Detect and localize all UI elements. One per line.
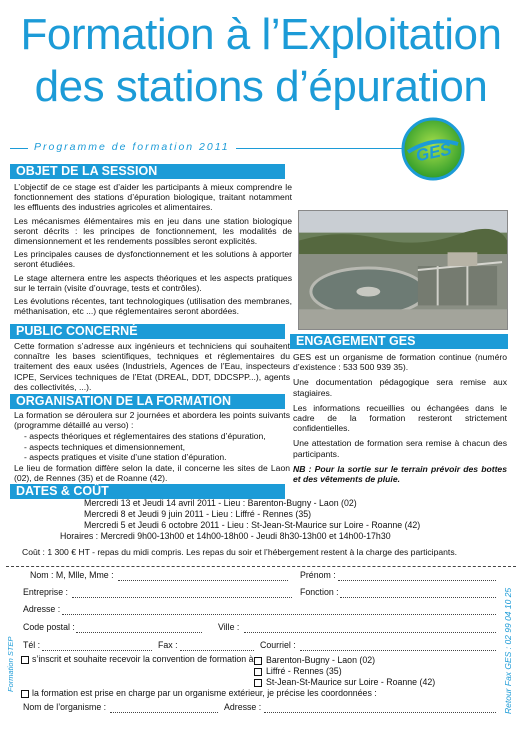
- prenom-field[interactable]: [338, 580, 496, 581]
- organisation-heading: ORGANISATION DE LA FORMATION: [10, 394, 285, 409]
- objet-para: L’objectif de ce stage est d’aider les participants à mieux comprendre le fonctionnement des stations d’épuration biologique, traitant notamment les effluents des industries agricoles et alimentaires.: [14, 182, 292, 213]
- title-line-1: Formation à l’Exploitation: [20, 10, 502, 59]
- nom-field[interactable]: [118, 580, 288, 581]
- engagement-para: Les informations recueillies ou échangées dans le cadre de la formation resteront strictement confidentielles.: [293, 402, 507, 434]
- site-label-roanne: St-Jean-St-Maurice sur Loire - Roanne (42): [266, 677, 436, 687]
- entreprise-field[interactable]: [72, 597, 292, 598]
- organisation-item: - aspects techniques et dimensionnement,: [24, 441, 185, 452]
- objet-para: Les principales causes de dysfonctionnement et les solutions à apporter seront étudiées.: [14, 249, 292, 270]
- organisation-lieu: Le lieu de formation diffère selon la date, il concerne les sites de Laon (02), de Rennes (35) et de Roanne (42).: [14, 463, 290, 484]
- engagement-heading: ENGAGEMENT GES: [290, 334, 508, 349]
- public-heading: PUBLIC CONCERNÉ: [10, 324, 285, 339]
- organisation-text: [14, 410, 290, 486]
- code-postal-label: Code postal :: [23, 622, 75, 632]
- courriel-field[interactable]: [300, 650, 496, 651]
- programme-label: Programme de formation 2011: [28, 141, 236, 153]
- engagement-para: Une documentation pédagogique sera remise aux stagiaires.: [293, 377, 507, 398]
- objet-para: Les évolutions récentes, tant technologiques (utilisation des membranes, méthanisation, etc ...) que réglementaires seront abordées.: [14, 296, 292, 317]
- prise-en-charge-label: la formation est prise en charge par un organisme extérieur, je précise les coordonnées :: [32, 688, 377, 698]
- organisation-item: - aspects théoriques et réglementaires des stations d’épuration,: [24, 431, 266, 442]
- inscription-checkbox[interactable]: [21, 656, 29, 664]
- prenom-label: Prénom :: [300, 570, 336, 580]
- objet-para: Les mécanismes élémentaires mis en jeu dans une station biologique seront décrits : les principes de fonctionnement, les modalités de dimensionnement et les rendements possibles seront explicités.: [14, 215, 292, 247]
- objet-text: [14, 182, 292, 319]
- site-checkbox-roanne[interactable]: [254, 679, 262, 687]
- cut-line: [6, 566, 516, 567]
- site-checkbox-laon[interactable]: [254, 657, 262, 665]
- public-text: Cette formation s’adresse aux ingénieurs et techniciens qui souhaitent connaître les bases scientifiques, techniques et réglementaires du traitement des eaux usées (Industriels, Agences de l’Eau, inspecteurs ICPE, Services techniques de l’Etat (DREAL, DDT, DDCSPP...), agents des collectivités, ...).: [14, 341, 290, 392]
- entreprise-label: Entreprise :: [23, 587, 68, 597]
- date-line: Mercredi 8 et Jeudi 9 juin 2011 - Lieu : Liffré - Rennes (35): [84, 509, 312, 519]
- tel-field[interactable]: [42, 650, 152, 651]
- side-label-fax: Retour Fax GES : 02 99 04 10 25: [503, 587, 513, 714]
- logo-text: GES: [414, 139, 454, 166]
- engagement-nb: NB : Pour la sortie sur le terrain prévoir des bottes et des vêtements de pluie.: [293, 463, 507, 485]
- fonction-label: Fonction :: [300, 587, 339, 597]
- side-label-formation: Formation STEP: [6, 636, 15, 692]
- dates-heading: DATES & COÛT: [10, 484, 285, 499]
- cout-line: Coût : 1 300 € HT - repas du midi compris. Les repas du soir et l’hébergement restent à la charge des participants.: [22, 547, 458, 557]
- site-label-rennes: Liffré - Rennes (35): [266, 666, 342, 676]
- code-postal-field[interactable]: [76, 632, 202, 633]
- title-line-2: des stations d’épuration: [34, 62, 488, 111]
- fax-field[interactable]: [180, 650, 254, 651]
- ville-label: Ville :: [218, 622, 240, 632]
- organisation-item: - aspects pratiques et visite d’une station d’épuration.: [24, 451, 227, 462]
- date-line: Mercredi 13 et Jeudi 14 avril 2011 - Lieu : Barenton-Bugny - Laon (02): [84, 498, 357, 508]
- organisation-intro: La formation se déroulera sur 2 journées et abordera les points suivants (programme détaillé au verso) :: [14, 410, 290, 431]
- inscription-label: s’inscrit et souhaite recevoir la convention de formation à: [32, 654, 254, 664]
- nom-organisme-label: Nom de l’organisme :: [23, 702, 107, 712]
- engagement-para: Une attestation de formation sera remise à chacun des participants.: [293, 438, 507, 459]
- nom-organisme-field[interactable]: [110, 712, 218, 713]
- date-line: Mercredi 5 et Jeudi 6 octobre 2011 - Lieu : St-Jean-St-Maurice sur Loire - Roanne (42): [84, 520, 421, 530]
- adresse-label: Adresse :: [23, 604, 61, 614]
- engagement-para: GES est un organisme de formation continue (numéro d’existence : 533 500 939 35).: [293, 352, 507, 373]
- site-checkbox-rennes[interactable]: [254, 668, 262, 676]
- tel-label: Tél :: [23, 640, 41, 650]
- objet-para: Le stage alternera entre les aspects théoriques et les aspects pratiques sur le terrain (visite d’ouvrage, tests et contrôles).: [14, 272, 292, 293]
- courriel-label: Courriel :: [260, 640, 296, 650]
- adresse-field[interactable]: [62, 614, 496, 615]
- fonction-field[interactable]: [340, 597, 496, 598]
- adresse-organisme-field[interactable]: [264, 712, 496, 713]
- adresse-organisme-label: Adresse :: [224, 702, 262, 712]
- horaires-line: Horaires : Mercredi 9h00-13h00 et 14h00-18h00 - Jeudi 8h30-13h00 et 14h00-17h30: [60, 531, 391, 541]
- fax-label: Fax :: [158, 640, 178, 650]
- prise-en-charge-checkbox[interactable]: [21, 690, 29, 698]
- treatment-plant-photo: [298, 210, 508, 330]
- nom-label: Nom : M, Mlle, Mme :: [30, 570, 114, 580]
- engagement-text: [293, 352, 507, 487]
- objet-heading: OBJET DE LA SESSION: [10, 164, 285, 179]
- ges-logo-icon: [400, 116, 466, 182]
- site-label-laon: Barenton-Bugny - Laon (02): [266, 655, 376, 665]
- ville-field[interactable]: [244, 632, 496, 633]
